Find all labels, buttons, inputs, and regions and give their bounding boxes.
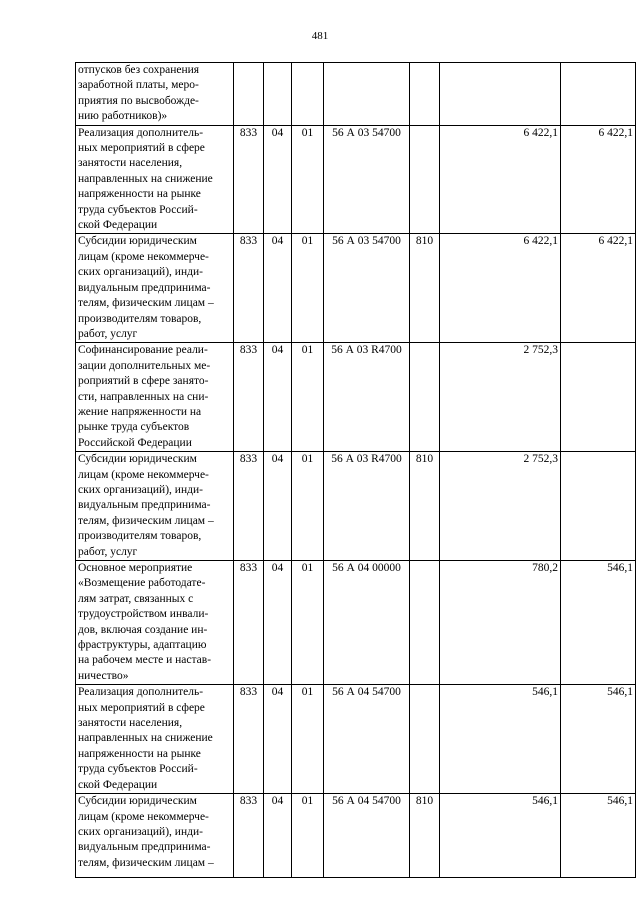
row-name-cell xyxy=(76,685,234,794)
target-article-cell: 56 А 04 00000 xyxy=(324,561,410,685)
ministry-code-cell xyxy=(234,63,264,126)
target-article-cell: 56 А 03 54700 xyxy=(324,125,410,234)
row-name-line: Реализация дополнитель- xyxy=(78,686,204,699)
amount-cell-1: 546,1 xyxy=(440,794,561,878)
amount-cell-1 xyxy=(440,63,561,126)
row-name-line: Субсидии юридическим xyxy=(78,235,197,248)
section-code-cell: 04 xyxy=(264,685,292,794)
row-name-line: ных мероприятий в сфере xyxy=(78,701,205,714)
expense-type-cell xyxy=(410,343,440,452)
row-name-line: трудоустройством инвали- xyxy=(78,608,209,621)
row-name-line: Реализация дополнитель- xyxy=(78,126,204,139)
subsection-code-cell: 01 xyxy=(292,234,324,343)
expense-type-cell xyxy=(410,63,440,126)
table-row xyxy=(76,63,636,126)
section-code-cell: 04 xyxy=(264,561,292,685)
table-row xyxy=(76,452,636,561)
row-name-line: телям, физическим лицам – xyxy=(78,514,214,527)
row-name-line: ской Федерации xyxy=(78,778,158,791)
row-name-line: производителям товаров, xyxy=(78,312,202,325)
amount-cell-1: 6 422,1 xyxy=(440,125,561,234)
row-name-line: дов, включая создание ин- xyxy=(78,623,208,636)
row-name-line: лицам (кроме некоммерче- xyxy=(78,468,209,481)
ministry-code-cell: 833 xyxy=(234,234,264,343)
amount-cell-2: 546,1 xyxy=(561,561,636,685)
row-name-line: видуальным предпринима- xyxy=(78,281,211,294)
amount-cell-1: 780,2 xyxy=(440,561,561,685)
row-name-line: напряженности на рынке xyxy=(78,747,201,760)
expense-type-cell: 810 xyxy=(410,234,440,343)
target-article-cell: 56 А 04 54700 xyxy=(324,685,410,794)
row-name-line: приятия по высвобожде- xyxy=(78,94,199,107)
row-name-line: Российской Федерации xyxy=(78,436,192,449)
amount-cell-1: 2 752,3 xyxy=(440,452,561,561)
row-name-line: видуальным предпринима- xyxy=(78,499,211,512)
amount-cell-2: 546,1 xyxy=(561,685,636,794)
ministry-code-cell: 833 xyxy=(234,452,264,561)
row-name-line: работ, услуг xyxy=(78,327,138,340)
row-name-line: ных мероприятий в сфере xyxy=(78,142,205,155)
row-name-line: занятости населения, xyxy=(78,717,183,730)
section-code-cell: 04 xyxy=(264,343,292,452)
expense-type-cell xyxy=(410,685,440,794)
row-name-line: ских организаций), инди- xyxy=(78,266,203,279)
amount-cell-1: 6 422,1 xyxy=(440,234,561,343)
amount-cell-2 xyxy=(561,343,636,452)
row-name-line: фраструктуры, адаптацию xyxy=(78,639,207,652)
row-name-line: нию работников)» xyxy=(78,110,168,123)
row-name-line: на рабочем месте и настав- xyxy=(78,654,212,667)
target-article-cell: 56 А 03 R4700 xyxy=(324,343,410,452)
row-name-line: ской Федерации xyxy=(78,219,158,232)
table-row xyxy=(76,125,636,234)
subsection-code-cell xyxy=(292,63,324,126)
row-name-line: работ, услуг xyxy=(78,545,138,558)
budget-table xyxy=(75,62,636,878)
row-name-line: «Возмещение работодате- xyxy=(78,577,206,590)
ministry-code-cell: 833 xyxy=(234,125,264,234)
row-name-line: отпусков без сохранения xyxy=(78,64,200,76)
row-name-line: Софинансирование реали- xyxy=(78,344,208,357)
row-name-cell xyxy=(76,343,234,452)
target-article-cell: 56 А 03 R4700 xyxy=(324,452,410,561)
row-name-line: роприятий в сфере занято- xyxy=(78,375,209,388)
row-name-line: лицам (кроме некоммерче- xyxy=(78,250,209,263)
row-name-line: рынке труда субъектов xyxy=(78,421,190,434)
row-name-line: телям, физическим лицам – xyxy=(78,856,214,869)
target-article-cell: 56 А 04 54700 xyxy=(324,794,410,878)
row-name-cell xyxy=(76,561,234,685)
amount-cell-1: 546,1 xyxy=(440,685,561,794)
row-name-line: Субсидии юридическим xyxy=(78,453,197,466)
row-name-line: телям, физическим лицам – xyxy=(78,297,214,310)
expense-type-cell: 810 xyxy=(410,452,440,561)
expense-type-cell xyxy=(410,125,440,234)
row-name-line: занятости населения, xyxy=(78,157,183,170)
row-name-line: Основное мероприятие xyxy=(78,562,193,574)
amount-cell-2 xyxy=(561,63,636,126)
expense-type-cell xyxy=(410,561,440,685)
row-name-line: лям затрат, связанных с xyxy=(78,592,194,605)
target-article-cell xyxy=(324,63,410,126)
row-name-line: заработной платы, меро- xyxy=(78,79,199,92)
row-name-line: ничество» xyxy=(78,669,129,682)
row-name-line: труда субъектов Россий- xyxy=(78,763,198,776)
row-name-line: ских организаций), инди- xyxy=(78,483,203,496)
subsection-code-cell: 01 xyxy=(292,452,324,561)
amount-cell-2: 6 422,1 xyxy=(561,234,636,343)
row-name-line: видуальным предпринима- xyxy=(78,841,211,854)
row-name-line: сти, направленных на сни- xyxy=(78,390,209,403)
row-name-line: жение напряженности на xyxy=(78,405,202,418)
table-row xyxy=(76,794,636,878)
subsection-code-cell: 01 xyxy=(292,794,324,878)
row-name-line: производителям товаров, xyxy=(78,530,202,543)
amount-cell-2: 546,1 xyxy=(561,794,636,878)
row-name-cell xyxy=(76,125,234,234)
row-name-cell xyxy=(76,794,234,878)
subsection-code-cell: 01 xyxy=(292,685,324,794)
target-article-cell: 56 А 03 54700 xyxy=(324,234,410,343)
ministry-code-cell: 833 xyxy=(234,794,264,878)
section-code-cell: 04 xyxy=(264,125,292,234)
amount-cell-1: 2 752,3 xyxy=(440,343,561,452)
table-row xyxy=(76,685,636,794)
row-name-cell xyxy=(76,452,234,561)
row-name-line: Субсидии юридическим xyxy=(78,795,197,808)
section-code-cell: 04 xyxy=(264,452,292,561)
amount-cell-2 xyxy=(561,452,636,561)
section-code-cell: 04 xyxy=(264,794,292,878)
table-body xyxy=(76,63,636,878)
row-name-line: труда субъектов Россий- xyxy=(78,203,198,216)
section-code-cell: 04 xyxy=(264,234,292,343)
expense-type-cell: 810 xyxy=(410,794,440,878)
table-row xyxy=(76,234,636,343)
row-name-line: зации дополнительных ме- xyxy=(78,359,211,372)
subsection-code-cell: 01 xyxy=(292,343,324,452)
subsection-code-cell: 01 xyxy=(292,561,324,685)
row-name-line: направленных на снижение xyxy=(78,732,213,745)
row-name-line: напряженности на рынке xyxy=(78,188,201,201)
amount-cell-2: 6 422,1 xyxy=(561,125,636,234)
row-name-line: лицам (кроме некоммерче- xyxy=(78,810,209,823)
row-name-cell xyxy=(76,234,234,343)
subsection-code-cell: 01 xyxy=(292,125,324,234)
section-code-cell xyxy=(264,63,292,126)
row-name-line: направленных на снижение xyxy=(78,172,213,185)
row-name-cell xyxy=(76,63,234,126)
page-number: 481 xyxy=(311,30,329,42)
table-row xyxy=(76,343,636,452)
table-row xyxy=(76,561,636,685)
ministry-code-cell: 833 xyxy=(234,561,264,685)
ministry-code-cell: 833 xyxy=(234,685,264,794)
ministry-code-cell: 833 xyxy=(234,343,264,452)
row-name-line: ских организаций), инди- xyxy=(78,825,203,838)
